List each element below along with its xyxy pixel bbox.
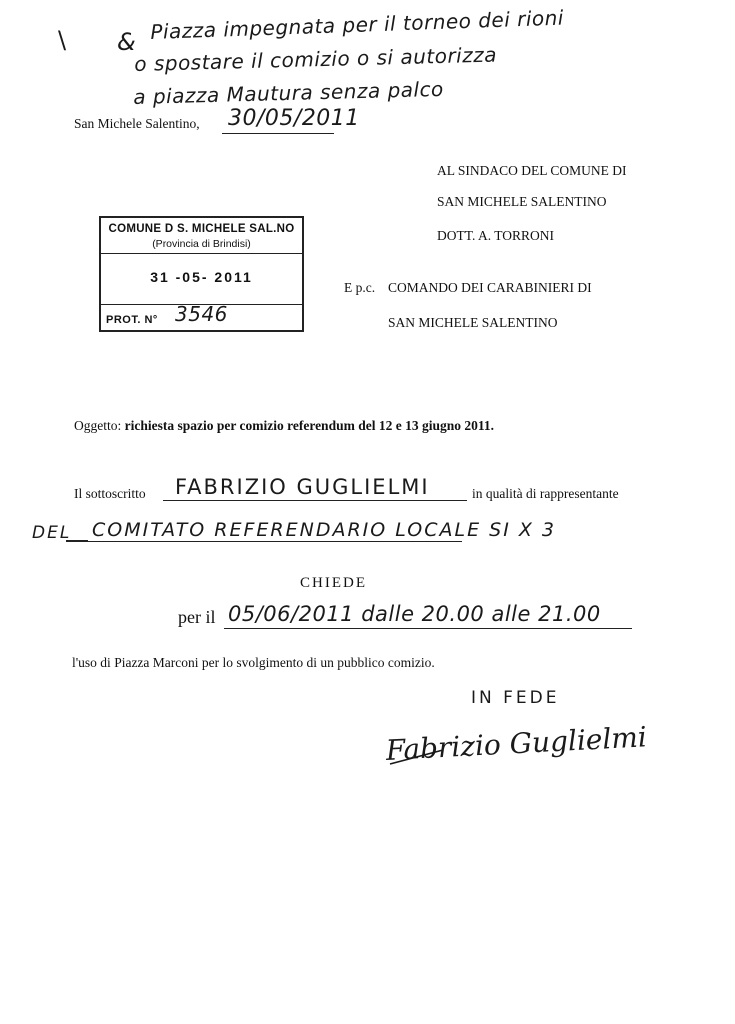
subject-text: richiesta spazio per comizio referendum del 12 e 13 giugno 2011. <box>124 418 494 433</box>
per-il-label: per il <box>178 607 216 627</box>
subject-line <box>74 418 494 434</box>
name-underline <box>163 500 467 501</box>
committee-underline <box>66 541 462 542</box>
cc-line-1: COMANDO DEI CARABINIERI DI <box>388 280 592 295</box>
stamp-subtitle: (Provincia di Brindisi) <box>152 238 251 250</box>
stamp-divider <box>101 253 302 254</box>
protocol-stamp <box>99 216 304 332</box>
cc-prefix: E p.c. <box>344 280 376 295</box>
stamp-title: COMUNE D S. MICHELE SAL.NO <box>108 223 295 235</box>
request-datetime: 05/06/2011 dalle 20.00 alle 21.00 <box>228 602 601 626</box>
signature-strike <box>388 742 448 772</box>
annotation-line-2: o spostare il comizio o si autorizza <box>134 42 498 76</box>
annotation-line-1: Piazza impegnata per il torneo dei rioni <box>150 5 565 44</box>
subject-label: Oggetto: <box>74 418 122 433</box>
place-label: San Michele Salentino, <box>74 116 200 131</box>
recipient-line-2: SAN MICHELE SALENTINO <box>437 194 607 209</box>
request-heading: CHIEDE <box>300 575 367 591</box>
del-label: DEL <box>32 523 72 543</box>
recipient-line-1: AL SINDACO DEL COMUNE DI <box>437 163 627 178</box>
in-fede-label: IN FEDE <box>471 688 560 708</box>
annotation-line-3: a piazza Mautura senza palco <box>133 76 445 109</box>
purpose-text: l'uso di Piazza Marconi per lo svolgimento di un pubblico comizio. <box>72 655 435 670</box>
letter-date: 30/05/2011 <box>228 106 360 131</box>
annotation-mark: \ <box>58 26 67 54</box>
signature: Fabrizio Guglielmi <box>385 720 648 767</box>
cc-line-2: SAN MICHELE SALENTINO <box>388 315 558 330</box>
undersigned-label: Il sottoscritto <box>74 486 146 501</box>
datetime-underline <box>224 628 632 629</box>
date-underline <box>222 133 334 134</box>
committee-name: COMITATO REFERENDARIO LOCALE SI X 3 <box>92 519 556 541</box>
stamp-prot-number: 3546 <box>175 302 228 326</box>
stamp-date: 31 -05- 2011 <box>150 269 253 285</box>
role-text: in qualità di rappresentante <box>472 486 619 501</box>
recipient-line-3: DOTT. A. TORRONI <box>437 228 555 243</box>
undersigned-name: FABRIZIO GUGLIELMI <box>175 475 430 499</box>
annotation-symbol: & <box>117 28 137 56</box>
stamp-prot-label: PROT. N° <box>106 314 158 326</box>
